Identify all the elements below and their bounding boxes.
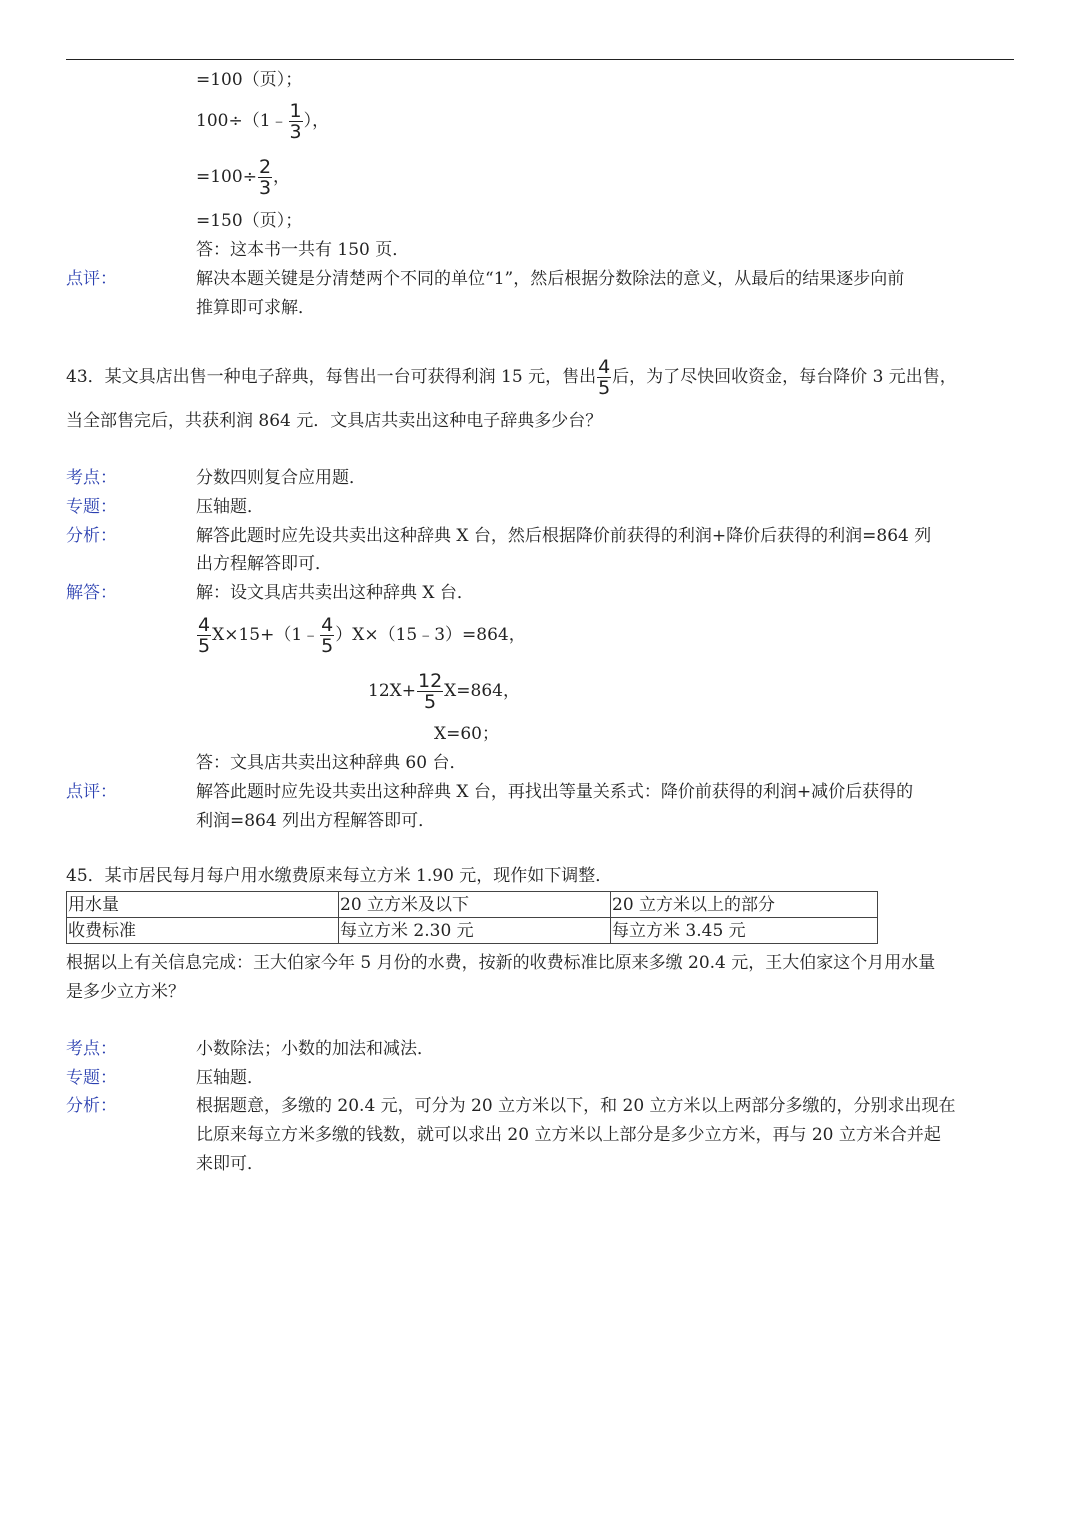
equation-text: ）X×（15﹣3）=864， xyxy=(335,625,526,645)
answer-line: 答：这本书一共有 150 页． xyxy=(196,240,410,260)
question-45-stem: 根据以上有关信息完成：王大伯家今年 5 月份的水费，按新的收费标准比原来多缴 20.4 元，王大伯家这个月用水量 xyxy=(66,953,936,973)
zhuanti-label: 专题： xyxy=(66,1068,117,1088)
question-45-stem: 45．某市居民每月每户用水缴费原来每立方米 1.90 元，现作如下调整． xyxy=(66,866,613,886)
fenxi-text: 解答此题时应先设共卖出这种辞典 X 台，然后根据降价前获得的利润+降价后获得的利润=864 列 xyxy=(196,526,932,546)
zhuanti-label: 专题： xyxy=(66,497,117,517)
review-text: 解答此题时应先设共卖出这种辞典 X 台，再找出等量关系式：降价前获得的利润+减价后获得的 xyxy=(196,782,914,802)
kaodian-text: 分数四则复合应用题． xyxy=(196,468,366,488)
fraction-numerator: 12 xyxy=(417,670,443,692)
kaodian-text: 小数除法；小数的加法和减法． xyxy=(196,1039,434,1059)
equation-text: X=864， xyxy=(444,681,520,701)
fraction-denominator: 5 xyxy=(598,377,611,399)
fenxi-text: 比原来每立方米多缴的钱数，就可以求出 20 立方米以上部分是多少立方米，再与 20 立方米合并起 xyxy=(196,1125,941,1145)
header-rule xyxy=(66,59,1014,60)
fraction-denominator: 5 xyxy=(198,635,211,657)
solution-line xyxy=(196,156,290,198)
fenxi-label: 分析： xyxy=(66,526,117,546)
equation-text: =100÷ xyxy=(196,167,257,187)
table-cell: 20 立方米以上的部分 xyxy=(611,892,878,918)
equation-text: ， xyxy=(273,167,291,187)
solution-line: =150（页）； xyxy=(196,211,303,231)
review-text: 推算即可求解． xyxy=(196,298,315,318)
table-row xyxy=(67,918,878,944)
table-cell: 20 立方米及以下 xyxy=(339,892,611,918)
equation-line xyxy=(368,668,520,714)
equation-text: ）， xyxy=(303,111,330,131)
table-cell: 每立方米 2.30 元 xyxy=(339,918,611,944)
equation-text: 12X+ xyxy=(368,681,416,701)
fraction xyxy=(289,101,303,142)
fenxi-label: 分析： xyxy=(66,1096,117,1116)
fraction-numerator: 4 xyxy=(598,356,611,378)
fraction-numerator: 4 xyxy=(198,614,211,636)
answer-line: 答：文具店共卖出这种辞典 60 台． xyxy=(196,753,467,773)
kaodian-label: 考点： xyxy=(66,1039,117,1059)
jieda-label: 解答： xyxy=(66,583,117,603)
fraction xyxy=(417,671,443,712)
equation-text: 100÷（1﹣ xyxy=(196,111,288,131)
fee-table xyxy=(66,891,878,944)
fenxi-text: 根据题意，多缴的 20.4 元，可分为 20 立方米以下，和 20 立方米以上两部分多缴的，分别求出现在 xyxy=(196,1096,956,1116)
table-row xyxy=(67,892,878,918)
fraction-numerator: 2 xyxy=(258,156,272,178)
solution-line: =100（页）； xyxy=(196,70,303,90)
question-text: 后，为了尽快回收资金，每台降价 3 元出售， xyxy=(612,367,957,387)
zhuanti-text: 压轴题． xyxy=(196,1068,264,1088)
fraction-denominator: 5 xyxy=(424,691,437,713)
kaodian-label: 考点： xyxy=(66,468,117,488)
review-label: 点评： xyxy=(66,782,117,802)
fraction xyxy=(320,615,334,656)
fraction xyxy=(597,357,611,398)
question-text: 43．某文具店出售一种电子辞典，每售出一台可获得利润 15 元，售出 xyxy=(66,367,597,387)
fraction xyxy=(258,157,272,198)
table-cell: 收费标准 xyxy=(67,918,339,944)
review-label: 点评： xyxy=(66,269,117,289)
fraction xyxy=(197,615,211,656)
review-text: 解决本题关键是分清楚两个不同的单位“1”，然后根据分数除法的意义，从最后的结果逐步向前 xyxy=(196,269,905,289)
fraction-numerator: 1 xyxy=(289,100,302,122)
question-43-stem xyxy=(66,355,957,399)
fraction-denominator: 3 xyxy=(289,121,302,143)
equation-line: X=60； xyxy=(434,724,499,744)
equation-text: X×15+（1﹣ xyxy=(212,625,320,645)
zhuanti-text: 压轴题． xyxy=(196,497,264,517)
fenxi-text: 来即可． xyxy=(196,1154,264,1174)
question-43-stem: 当全部售完后，共获利润 864 元．文具店共卖出这种电子辞典多少台？ xyxy=(66,411,603,431)
table-cell: 用水量 xyxy=(67,892,339,918)
fraction-denominator: 5 xyxy=(321,635,334,657)
equation-line xyxy=(196,612,526,658)
fenxi-text: 出方程解答即可． xyxy=(196,554,332,574)
table-cell: 每立方米 3.45 元 xyxy=(611,918,878,944)
jieda-text: 解：设文具店共卖出这种辞典 X 台． xyxy=(196,583,474,603)
question-45-stem: 是多少立方米？ xyxy=(66,982,185,1002)
review-text: 利润=864 列出方程解答即可． xyxy=(196,811,436,831)
solution-line xyxy=(196,100,329,142)
fraction-denominator: 3 xyxy=(258,177,272,199)
fraction-numerator: 4 xyxy=(321,614,334,636)
